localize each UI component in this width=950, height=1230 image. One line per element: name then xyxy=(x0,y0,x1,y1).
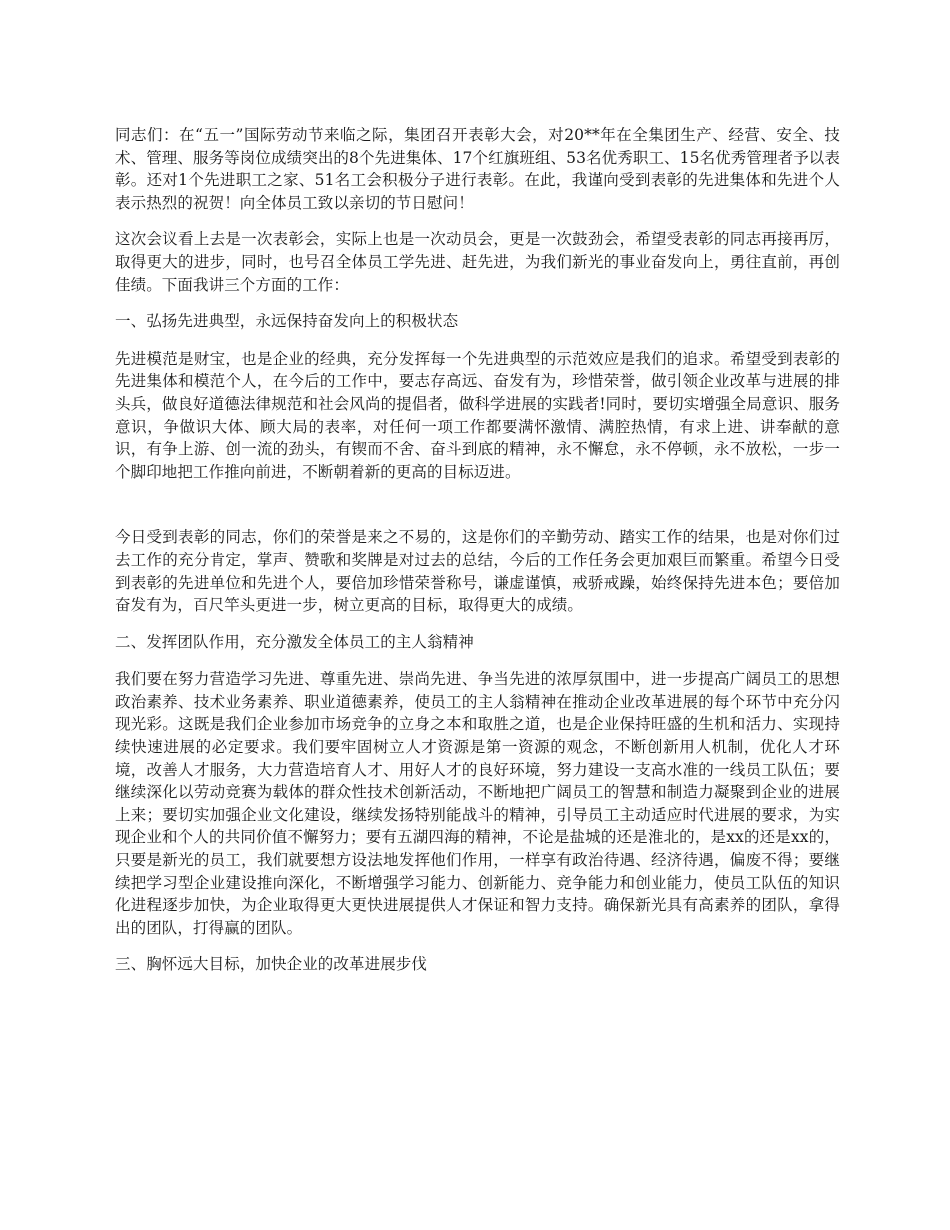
blank-gap xyxy=(115,497,840,526)
meeting-purpose-paragraph: 这次会议看上去是一次表彰会，实际上也是一次动员会，更是一次鼓劲会，希望受表彰的同志再接再厉，取得更大的进步，同时，也号召全体员工学先进、赶先进，为我们新光的事业奋发向上，勇往直前，再创佳绩。下面我讲三个方面的工作： xyxy=(115,230,840,294)
section-heading-2: 二、发挥团队作用，充分激发全体员工的主人翁精神 xyxy=(115,632,474,651)
section-1-paragraph: 先进模范是财宝，也是企业的经典，充分发挥每一个先进典型的示范效应是我们的追求。希望受到表彰的先进集体和模范个人，在今后的工作中，要志存高远、奋发有为，珍惜荣誉，做引领企业改革与进展的排头兵，做良好道德法律规范和社会风尚的提倡者，做科学进展的实践者!同时，要切实增强全局意识、服务意识，争做识大体、顾大局的表率，对任何一项工作都要满怀激情、满腔热情，有求上进、讲奉献的意识，有争上游、创一流的劲头，有锲而不舍、奋斗到底的精神，永不懈怠，永不停顿，永不放松，一步一个脚印地把工作推向前进，不断朝着新的更高的目标迈进。 xyxy=(115,349,840,481)
section-heading-3: 三、胸怀远大目标，加快企业的改革进展步伐 xyxy=(115,955,428,974)
section-2-paragraph: 我们要在努力营造学习先进、尊重先进、崇尚先进、争当先进的浓厚氛围中，进一步提高广阔员工的思想政治素养、技术业务素养、职业道德素养，使员工的主人翁精神在推动企业改革进展的每个环节中充分闪现光彩。这既是我们企业参加市场竞争的立身之本和取胜之道，也是企业保持旺盛的生机和活力、实现持续快速进展的必定要求。我们要牢固树立人才资源是第一资源的观念，不断创新用人机制，优化人才环境，改善人才服务，大力营造培育人才、用好人才的良好环境，努力建设一支高水准的一线员工队伍；要继续深化以劳动竞赛为载体的群众性技术创新活动，不断地把广阔员工的智慧和制造力凝聚到企业的进展上来；要切实加强企业文化建设，继续发扬特别能战斗的精神，引导员工主动适应时代进展的要求，为实现企业和个人的共同价值不懈努力；要有五湖四海的精神，不论是盐城的还是淮北的，是xx的还是xx的，只要是新光的员工，我们就要想方设法地发挥他们作用，一样享有政治待遇、经济待遇，偏废不得；要继续把学习型企业建设推向深化，不断增强学习能力、创新能力、竞争能力和创业能力，使员工队伍的知识化进程逐步加快，为企业取得更大更快进展提供人才保证和智力支持。确保新光具有高素养的团队，拿得出的团队，打得赢的团队。 xyxy=(115,670,840,937)
opening-paragraph: 同志们：在“五一”国际劳动节来临之际，集团召开表彰大会，对20**年在全集团生产、经营、安全、技术、管理、服务等岗位成绩突出的8个先进集体、17个红旗班组、53名优秀职工、15名优秀管理者予以表彰。还对1个先进职工之家、51名工会积极分子进行表彰。在此，我谨向受到表彰的先进集体和先进个人表示热烈的祝贺！向全体员工致以亲切的节日慰问！ xyxy=(115,126,840,212)
section-heading-1: 一、弘扬先进典型，永远保持奋发向上的积极状态 xyxy=(115,312,459,331)
honor-paragraph: 今日受到表彰的同志，你们的荣誉是来之不易的，这是你们的辛勤劳动、踏实工作的结果，也是对你们过去工作的充分肯定，掌声、赞歌和奖牌是对过去的总结，今后的工作任务会更加艰巨而繁重。希望今日受到表彰的先进单位和先进个人，要倍加珍惜荣誉称号，谦虚谨慎，戒骄戒躁，始终保持先进本色；要倍加奋发有为，百尺竿头更进一步，树立更高的目标，取得更大的成绩。 xyxy=(115,528,840,615)
document-body xyxy=(115,124,840,991)
